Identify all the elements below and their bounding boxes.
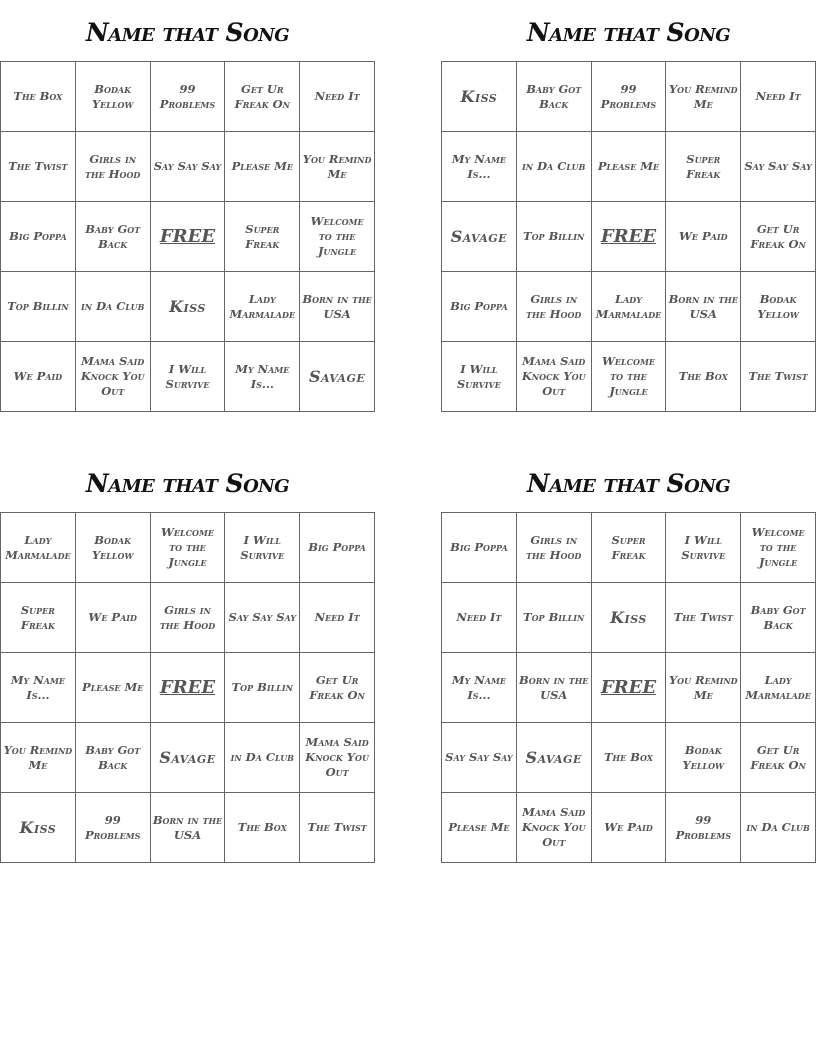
free-space-cell: FREE [592,653,667,723]
bingo-cell: Born in the USA [517,653,592,723]
bingo-cell: Get Ur Freak On [300,653,375,723]
bingo-cell: The Box [1,62,76,132]
bingo-cell: Bodak Yellow [76,62,151,132]
bingo-cell: Get Ur Freak On [741,202,816,272]
bingo-cell: Need It [741,62,816,132]
bingo-cell: in Da Club [517,132,592,202]
bingo-grid [0,512,375,863]
bingo-cell: in Da Club [741,793,816,863]
bingo-cell: Say Say Say [741,132,816,202]
bingo-cell: Super Freak [225,202,300,272]
bingo-cell: Big Poppa [1,202,76,272]
bingo-grid [441,61,816,412]
bingo-cell: Welcome to the Jungle [741,513,816,583]
bingo-cell: You Remind Me [1,723,76,793]
bingo-cell: I Will Survive [151,342,226,412]
bingo-cell: Lady Marmalade [592,272,667,342]
bingo-cell: Top Billin [517,583,592,653]
bingo-cell: The Twist [666,583,741,653]
bingo-cell: Mama Said Knock You Out [517,793,592,863]
bingo-grid [0,61,375,412]
bingo-cell: Say Say Say [442,723,517,793]
bingo-cell: Mama Said Knock You Out [300,723,375,793]
bingo-cell: Mama Said Knock You Out [76,342,151,412]
bingo-card-4 [441,457,816,863]
bingo-cell: Welcome to the Jungle [151,513,226,583]
bingo-cell: Mama Said Knock You Out [517,342,592,412]
bingo-cell: Need It [442,583,517,653]
free-space-cell: FREE [151,202,226,272]
bingo-cell: Kiss [592,583,667,653]
free-space-cell: FREE [592,202,667,272]
bingo-cell: You Remind Me [666,62,741,132]
bingo-cell: Super Freak [592,513,667,583]
bingo-cell: The Box [592,723,667,793]
bingo-cell: My Name Is... [225,342,300,412]
bingo-cell: Super Freak [666,132,741,202]
bingo-cell: Lady Marmalade [1,513,76,583]
bingo-cell: Say Say Say [225,583,300,653]
bingo-cell: Top Billin [517,202,592,272]
bingo-cell: 99 Problems [151,62,226,132]
bingo-cell: Welcome to the Jungle [592,342,667,412]
bingo-cell: My Name Is... [442,132,517,202]
bingo-cell: Say Say Say [151,132,226,202]
bingo-cell: Top Billin [1,272,76,342]
bingo-cell: 99 Problems [666,793,741,863]
card-title: Name that Song [526,18,731,47]
bingo-cell: Top Billin [225,653,300,723]
bingo-cell: Savage [517,723,592,793]
bingo-cell: Need It [300,583,375,653]
bingo-cell: Born in the USA [300,272,375,342]
bingo-cell: Baby Got Back [741,583,816,653]
bingo-cell: Big Poppa [300,513,375,583]
bingo-cell: I Will Survive [225,513,300,583]
bingo-cell: Girls in the Hood [76,132,151,202]
bingo-cell: Girls in the Hood [517,272,592,342]
bingo-cell: My Name Is... [442,653,517,723]
card-title: Name that Song [526,469,731,498]
bingo-cell: in Da Club [225,723,300,793]
bingo-cell: We Paid [1,342,76,412]
bingo-cell: Bodak Yellow [76,513,151,583]
bingo-cell: 99 Problems [76,793,151,863]
bingo-cell: The Box [225,793,300,863]
bingo-cell: Welcome to the Jungle [300,202,375,272]
free-space-cell: FREE [151,653,226,723]
bingo-cell: Baby Got Back [517,62,592,132]
bingo-cell: Girls in the Hood [517,513,592,583]
bingo-cell: The Box [666,342,741,412]
bingo-cell: The Twist [300,793,375,863]
bingo-cell: in Da Club [76,272,151,342]
bingo-cell: Big Poppa [442,513,517,583]
bingo-cell: Kiss [442,62,517,132]
bingo-cell: Born in the USA [151,793,226,863]
bingo-cell: Please Me [76,653,151,723]
bingo-cell: You Remind Me [666,653,741,723]
bingo-cell: The Twist [741,342,816,412]
bingo-cell: Kiss [151,272,226,342]
bingo-cell: 99 Problems [592,62,667,132]
bingo-cell: Savage [300,342,375,412]
bingo-cell: You Remind Me [300,132,375,202]
bingo-cell: Baby Got Back [76,202,151,272]
card-title: Name that Song [85,469,290,498]
bingo-cell: Big Poppa [442,272,517,342]
bingo-cell: Get Ur Freak On [225,62,300,132]
bingo-card-2 [441,6,816,412]
bingo-cell: Lady Marmalade [741,653,816,723]
bingo-grid [441,512,816,863]
bingo-cell: Kiss [1,793,76,863]
bingo-cell: Savage [151,723,226,793]
bingo-cell: Savage [442,202,517,272]
bingo-cell: Super Freak [1,583,76,653]
bingo-card-1 [0,6,375,412]
bingo-cell: Baby Got Back [76,723,151,793]
card-title: Name that Song [85,18,290,47]
bingo-cell: We Paid [76,583,151,653]
bingo-cell: I Will Survive [666,513,741,583]
bingo-cell: Please Me [225,132,300,202]
bingo-cell: The Twist [1,132,76,202]
bingo-cell: Please Me [442,793,517,863]
bingo-cell: Born in the USA [666,272,741,342]
bingo-cell: Girls in the Hood [151,583,226,653]
bingo-cell: Get Ur Freak On [741,723,816,793]
bingo-cell: Bodak Yellow [666,723,741,793]
bingo-cell: My Name Is... [1,653,76,723]
bingo-cell: I Will Survive [442,342,517,412]
bingo-cell: Bodak Yellow [741,272,816,342]
bingo-cell: We Paid [666,202,741,272]
bingo-cell: We Paid [592,793,667,863]
bingo-card-3 [0,457,375,863]
bingo-cell: Please Me [592,132,667,202]
bingo-cell: Need It [300,62,375,132]
bingo-cell: Lady Marmalade [225,272,300,342]
